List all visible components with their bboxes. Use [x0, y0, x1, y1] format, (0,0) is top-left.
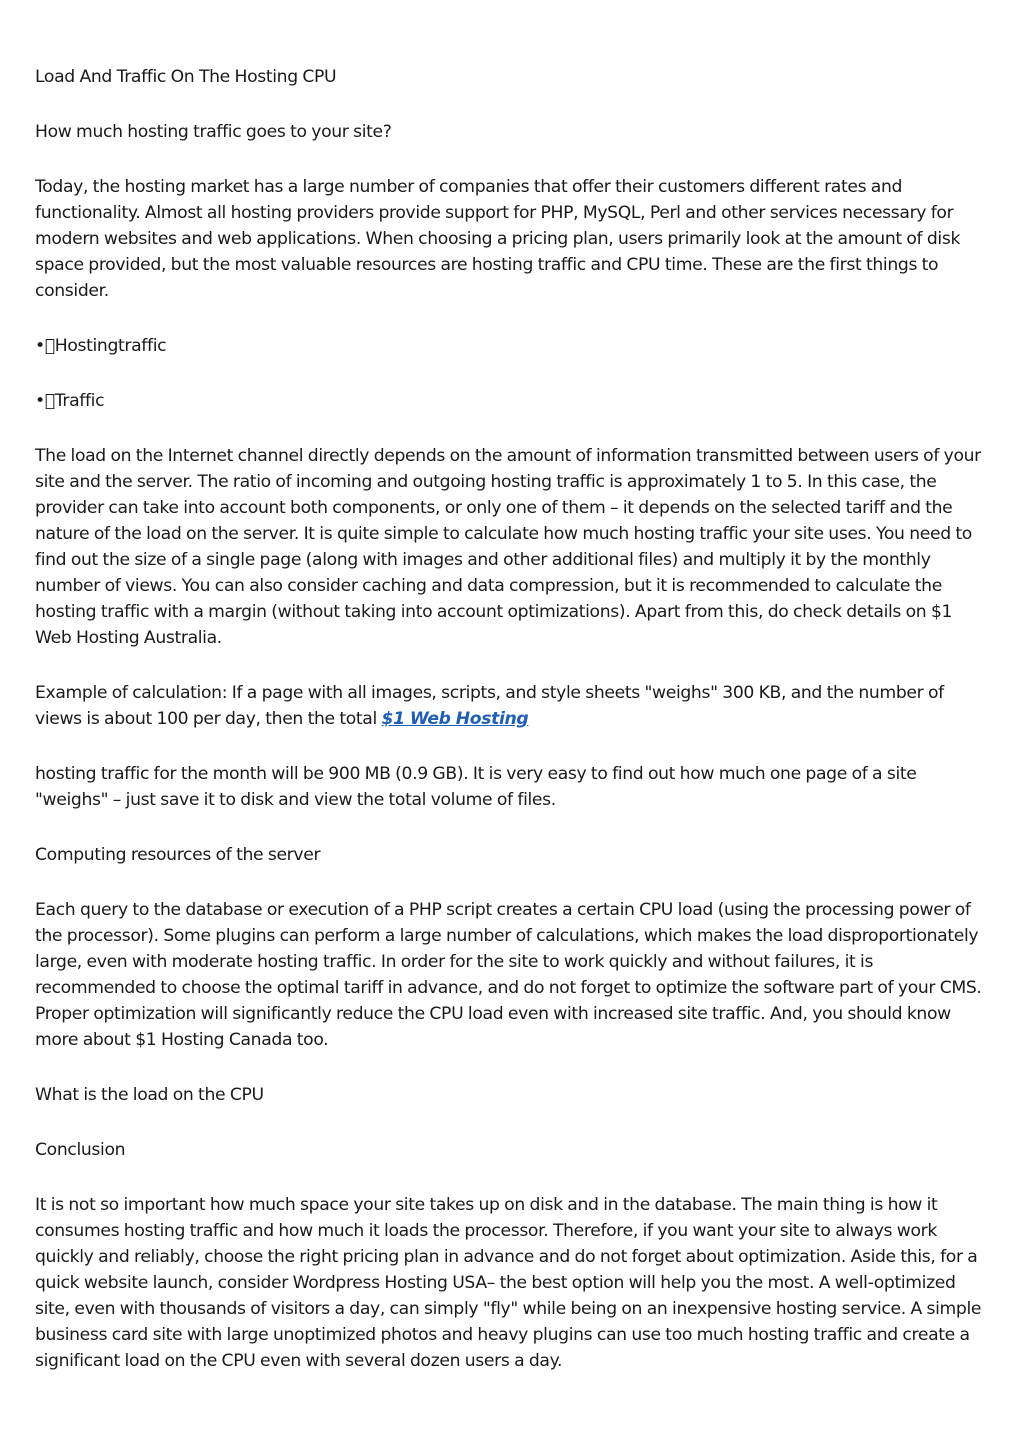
question-line: How much hosting traffic goes to your site? [35, 122, 392, 142]
load-paragraph: The load on the Internet channel directly depends on the amount of information transmitted between users of your site and the server. The ratio of incoming and outgoing hosting traffic is approximately 1 to 5. In this case, the provider can take into account both components, or only one of them – it depends on the selected tariff and the nature of the load on the server. It is quite simple to calculate how much hosting traffic your site uses. You need to find out the size of a single page (along with images and other additional files) and multiply it by the monthly number of views. You can also consider caching and data compression, but it is recommended to calculate the hosting traffic with a margin (without taking into account optimizations). Apart from this, do check details on $1 Web Hosting Australia. [35, 446, 981, 648]
document-heading: Load And Traffic On The Hosting CPU [35, 67, 337, 87]
bullet-traffic: • Traffic [35, 391, 105, 411]
conclusion-paragraph: It is not so important how much space your site takes up on disk and in the database. The main thing is how it consumes hosting traffic and how much it loads the processor. Therefore, if you want your site to always work quickly and reliably, choose the right pricing plan in advance and do not forget about optimization. Aside this, for a quick website launch, consider Wordpress Hosting USA– the best option will help you the most. A well-optimized site, even with thousands of visitors a day, can simply "fly" while being on an inexpensive hosting service. A simple business card site with large unoptimized photos and heavy plugins can use too much hosting traffic and create a significant load on the CPU even with several dozen users a day. [35, 1195, 982, 1371]
example-text: Example of calculation: If a page with all images, scripts, and style sheets "weighs" 300 KB, and the number of views is about 100 per day, then the total [35, 683, 944, 729]
computing-heading: Computing resources of the server [35, 845, 321, 865]
conclusion-heading: Conclusion [35, 1140, 126, 1160]
example-paragraph [35, 680, 990, 732]
example-continuation: hosting traffic for the month will be 900 MB (0.9 GB). It is very easy to find out how much one page of a site "weighs" – just save it to disk and view the total volume of files. [35, 764, 917, 810]
intro-paragraph: Today, the hosting market has a large number of companies that offer their customers different rates and functionality. Almost all hosting providers provide support for PHP, MySQL, Perl and other services necessary for modern websites and web applications. When choosing a pricing plan, users primarily look at the amount of disk space provided, but the most valuable resources are hosting traffic and CPU time. These are the first things to consider. [35, 177, 961, 301]
document-body [35, 64, 990, 1403]
cpu-load-heading: What is the load on the CPU [35, 1085, 264, 1105]
web-hosting-link[interactable]: $1 Web Hosting [381, 709, 529, 729]
bullet-hosting-traffic: • Hostingtraffic [35, 336, 167, 356]
computing-paragraph: Each query to the database or execution of a PHP script creates a certain CPU load (using the processing power of the processor). Some plugins can perform a large number of calculations, which makes the load disproportionately large, even with moderate hosting traffic. In order for the site to work quickly and without failures, it is recommended to choose the optimal tariff in advance, and do not forget to optimize the software part of your CMS. Proper optimization will significantly reduce the CPU load even with increased site traffic. And, you should know more about $1 Hosting Canada too. [35, 900, 982, 1050]
